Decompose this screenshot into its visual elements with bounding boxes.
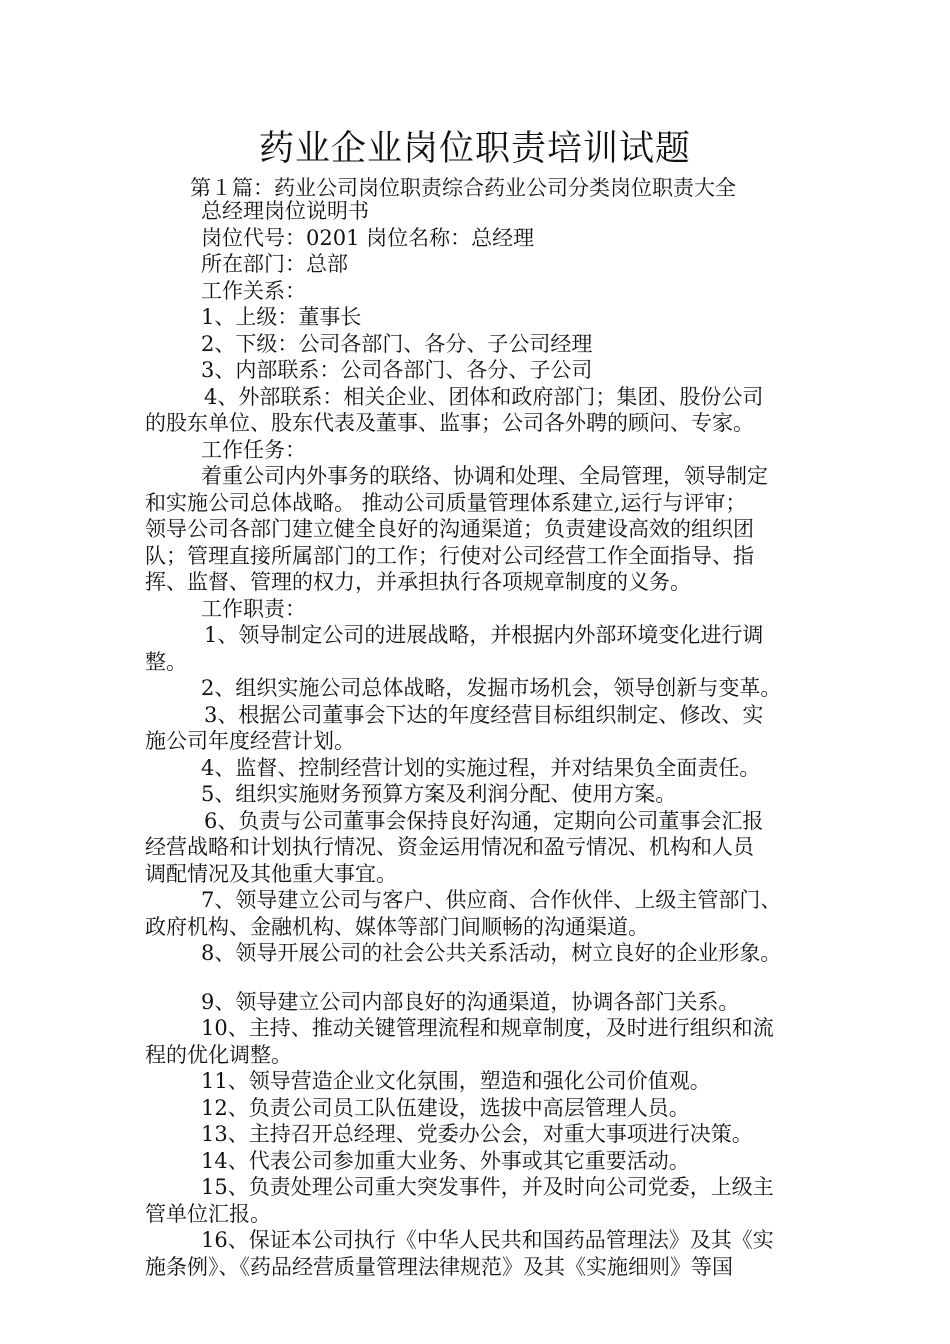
text-line: 14、代表公司参加重大业务、外事或其它重要活动。 — [201, 1148, 690, 1173]
text-line: 13、主持召开总经理、党委办公会，对重大事项进行决策。 — [201, 1122, 753, 1146]
text-line: 调配情况及其他重大事宜。 — [145, 861, 397, 886]
document-subtitle: 第１篇：药业公司岗位职责综合药业公司分类岗位职责大全 — [190, 176, 736, 200]
document-body — [145, 198, 820, 1280]
text-line: 6、负责与公司董事会保持良好沟通，定期向公司董事会汇报 — [204, 808, 764, 833]
text-line: 政府机构、金融机构、媒体等部门间顺畅的沟通渠道。 — [145, 914, 649, 939]
text-line: 3、内部联系：公司各部门、各分、子公司 — [201, 358, 593, 382]
text-line: 工作职责： — [201, 596, 306, 621]
text-line: 挥、监督、管理的权力，并承担执行各项规章制度的义务。 — [145, 570, 691, 594]
text-line: 10、主持、推动关键管理流程和规章制度，及时进行组织和流 — [201, 1016, 774, 1040]
document-title: 药业企业岗位职责培训试题 — [258, 129, 691, 169]
text-line: 5、组织实施财务预算方案及利润分配、使用方案。 — [201, 782, 677, 806]
text-line: 经营战略和计划执行情况、资金运用情况和盈亏情况、机构和人员 — [145, 835, 754, 859]
text-line: 工作关系： — [201, 278, 306, 303]
text-line: 1、领导制定公司的进展战略，并根据内外部环境变化进行调 — [204, 623, 764, 647]
text-line: 施公司年度经营计划。 — [145, 729, 355, 753]
text-line: 队；管理直接所属部门的工作；行使对公司经营工作全面指导、指 — [145, 543, 754, 568]
text-line: 4、外部联系：相关企业、团体和政府部门；集团、股份公司 — [204, 384, 764, 409]
text-line: 15、负责处理公司重大突发事件，并及时向公司党委，上级主 — [201, 1175, 774, 1199]
text-line: 管单位汇报。 — [145, 1201, 271, 1226]
text-line: 1、上级：董事长 — [201, 305, 362, 329]
text-line: 16、保证本公司执行《中华人民共和国药品管理法》及其《实 — [201, 1228, 774, 1252]
text-line: 程的优化调整。 — [145, 1042, 292, 1067]
text-line: 整。 — [145, 649, 187, 674]
text-line: 着重公司内外事务的联络、协调和处理、全局管理，领导制定 — [201, 464, 768, 488]
text-line: 所在部门：总部 — [201, 252, 348, 276]
text-line: 3、根据公司董事会下达的年度经营目标组织制定、修改、实 — [204, 702, 764, 727]
text-line: 11、领导营造企业文化氛围，塑造和强化公司价值观。 — [201, 1069, 711, 1093]
text-line: 9、领导建立公司内部良好的沟通渠道，协调各部门关系。 — [201, 989, 740, 1014]
text-line: 8、领导开展公司的社会公共关系活动，树立良好的企业形象。 — [201, 941, 782, 965]
text-line: 2、下级：公司各部门、各分、子公司经理 — [201, 331, 593, 356]
text-line: 施条例》、《药品经营质量管理法律规范》及其《实施细则》等国 — [145, 1254, 733, 1279]
text-line: 领导公司各部门建立健全良好的沟通渠道；负责建设高效的组织团 — [145, 517, 754, 541]
text-line: 工作任务： — [201, 437, 306, 462]
text-line: 7、领导建立公司与客户、供应商、合作伙伴、上级主管部门、 — [201, 888, 782, 912]
text-line: 4、监督、控制经营计划的实施过程，并对结果负全面责任。 — [201, 755, 761, 780]
text-line: 12、负责公司员工队伍建设，选拔中高层管理人员。 — [201, 1095, 690, 1120]
text-line: 2、组织实施公司总体战略，发掘市场机会，领导创新与变革。 — [201, 676, 782, 700]
text-line: 总经理岗位说明书 — [201, 199, 369, 223]
text-line: 的股东单位、股东代表及董事、监事；公司各外聘的顾问、专家。 — [145, 411, 754, 435]
text-line: 和实施公司总体战略。 推动公司质量管理体系建立,运行与评审； — [145, 490, 747, 515]
text-line: 岗位代号：0201 岗位名称：总经理 — [201, 225, 535, 250]
